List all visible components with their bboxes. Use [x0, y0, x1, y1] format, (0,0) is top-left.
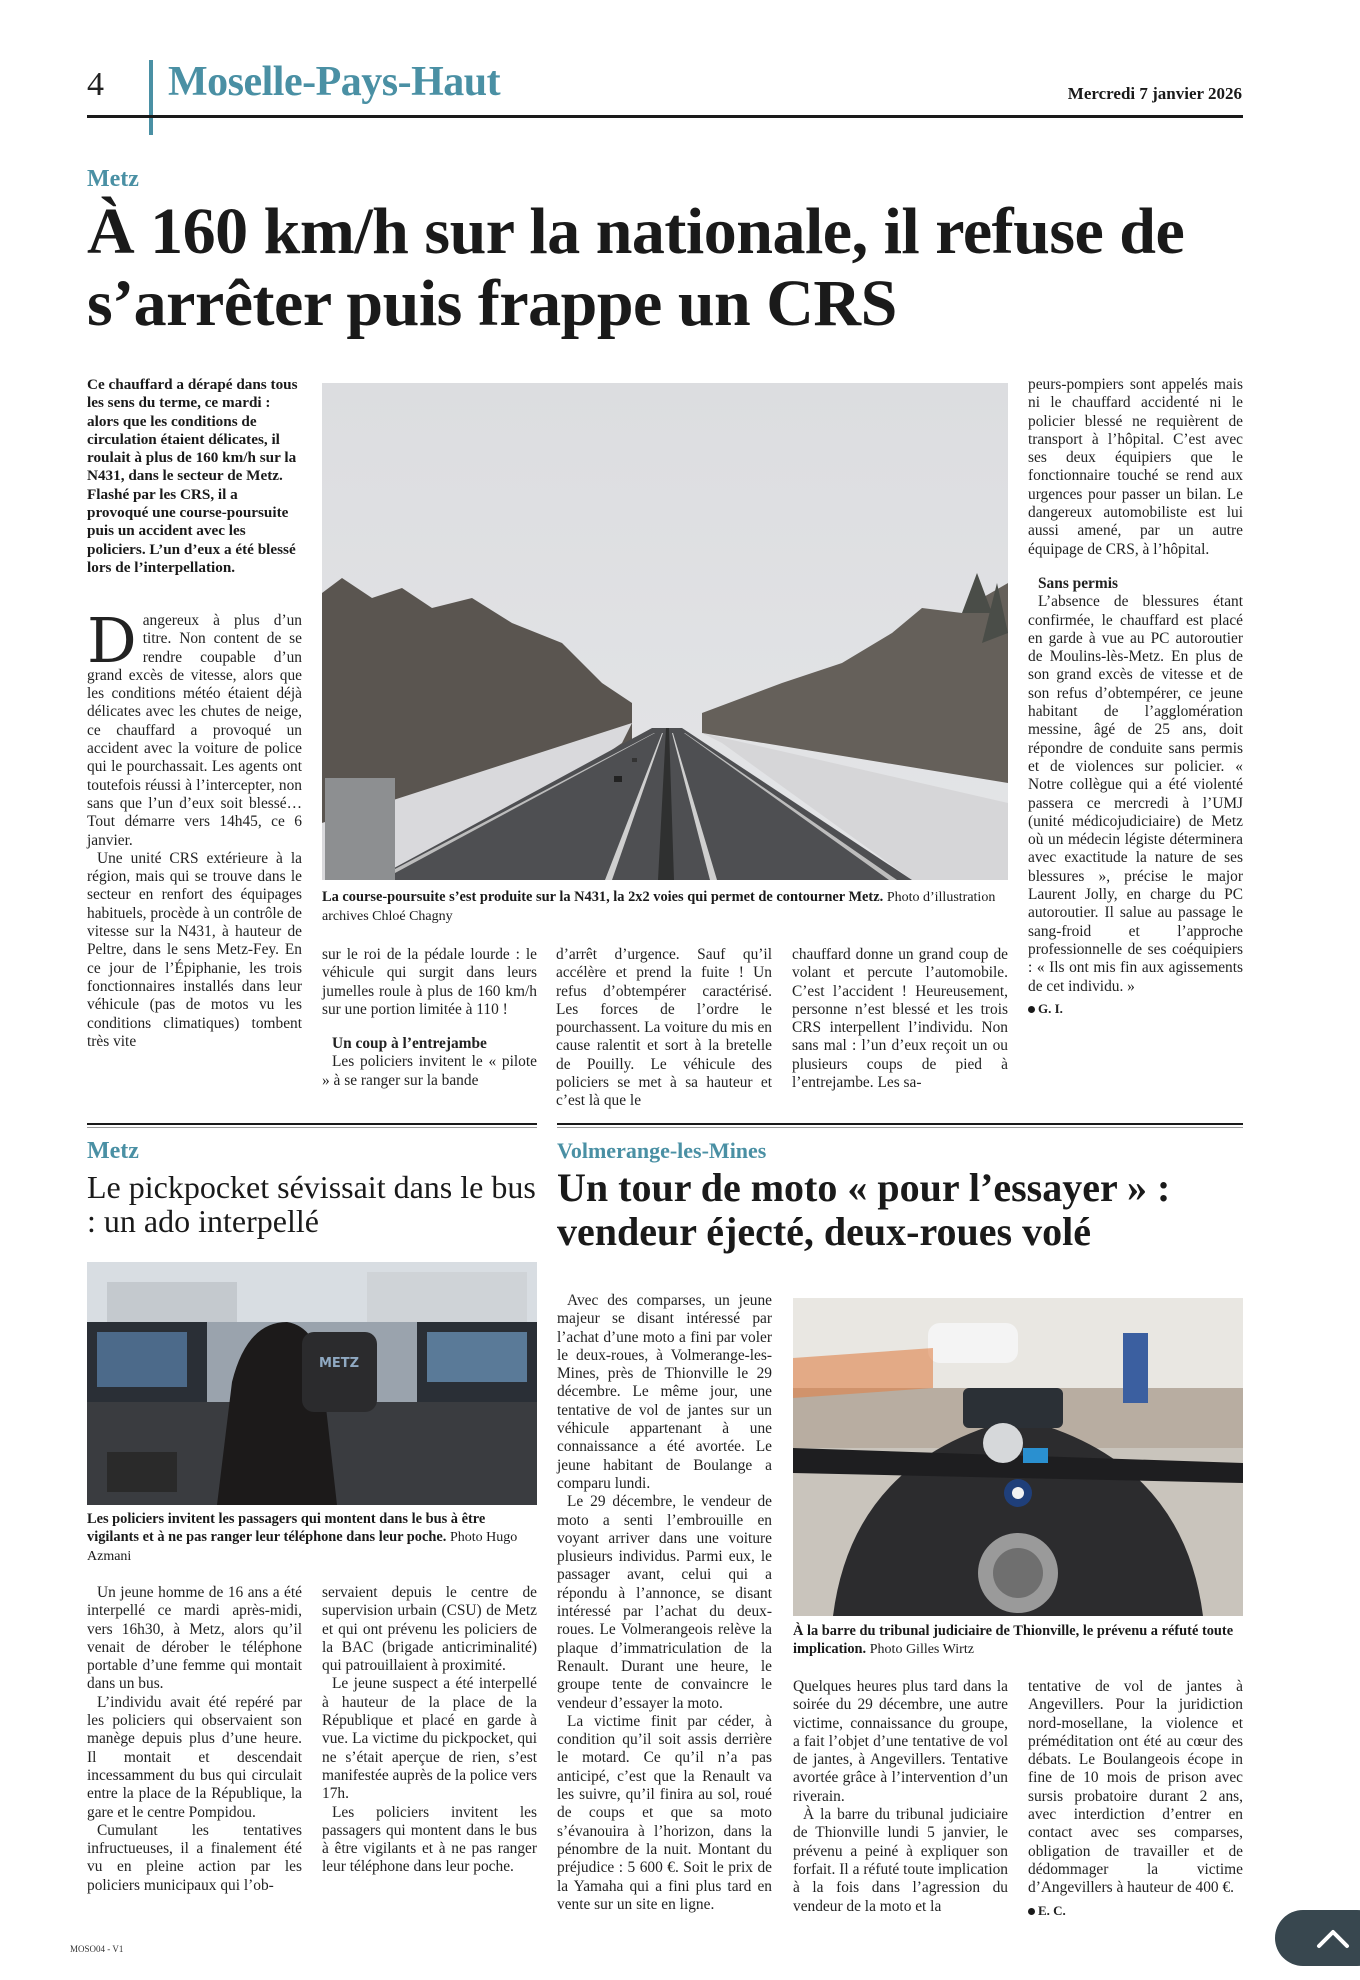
moto-column-2 [793, 1678, 1008, 1916]
bus-supervision-photo [87, 1262, 537, 1505]
main-article-column-3 [556, 946, 772, 1111]
motorcycle-photo-caption [793, 1622, 1243, 1659]
paragraph: Cumulant les tentatives infructueuses, il a finalement été vu en pleine action par les policiers municipaux qui l’ob- [87, 1821, 302, 1894]
photo-credit: Photo Gilles Wirtz [869, 1642, 974, 1657]
moto-headline: Un tour de moto « pour l’essayer » : vendeur éjecté, deux-roues volé [557, 1165, 1171, 1254]
paragraph: Les policiers invitent le « pilote » à se ranger sur la bande [322, 1053, 537, 1089]
signature-text: G. I. [1038, 1000, 1063, 1016]
paragraph: servaient depuis le centre de supervision urbain (CSU) de Metz et qui ont prévenu les policiers de la BAC (brigade anticriminalité) qui patrouillaient à proximité. [322, 1584, 537, 1675]
paragraph: d’arrêt d’urgence. Sauf qu’il accélère et prend la fuite ! Un refus d’obtempérer caractérisé. Les forces de l’ordre le pourchassent. La voiture du mis en cause ralentit et sort à la bretelle de Pouilly. Le véhicule des policiers se met à sa hauteur et c’est là que le [556, 946, 772, 1110]
photo-credit: Photo Hugo Azmani [87, 1530, 518, 1564]
motorcycle-photo [793, 1298, 1243, 1616]
moto-column-1 [557, 1292, 772, 1914]
paragraph: Un jeune homme de 16 ans a été interpellé ce mardi après-midi, vers 16h30, à Metz, alors qu’il venait de dérober le téléphone portable d’une femme qui montait dans un bus. [87, 1584, 302, 1693]
highway-illustration [322, 383, 1008, 880]
signature-text: E. C. [1038, 1902, 1066, 1918]
highway-photo-caption [322, 888, 1008, 926]
chevron-up-icon [1315, 1926, 1351, 1950]
bullet-icon [1028, 1006, 1035, 1013]
paragraph: La victime finit par céder, à condition qu’il soit assis derrière le motard. Ce qu’il n’a pas anticipé, c’est que la Renault va les suivre, qu’il finira au sol, roué de coups et que sa moto s’évanouira à l’horizon, dans la pénombre de la nuit. Montant du préjudice : 5 600 €. Soit le prix de la Yamaha qui a fini plus tard en vente sur un site en ligne. [557, 1712, 772, 1913]
signature [1028, 1000, 1243, 1018]
subheading: Un coup à l’entrejambe [332, 1035, 487, 1053]
divider-line [557, 1127, 1243, 1128]
page-number: 4 [87, 66, 104, 103]
bus-photo-caption [87, 1510, 537, 1566]
section-divider-left [87, 1123, 537, 1125]
paragraph: chauffard donne un grand coup de volant et percute l’automobile. C’est l’accident ! Heureusement, personne n’est blessé et les trois CRS interpellent l’individu. Non sans mal : l’un d’eux reçoit un ou plusieurs coups de pied à l’entrejambe. Les sa- [792, 946, 1008, 1092]
paragraph: Le 29 décembre, le vendeur de moto a senti l’embrouille en voyant arriver dans une voiture plusieurs individus. Parmi eux, le passager avant, celui qui a répondu à l’annonce, se disant intéressé par l’achat du deux-roues. Le Volmerangeois relève la plaque d’immatriculation de la Renault. Durant une heure, le groupe tente de convaincre le vendeur d’essayer la moto. [557, 1493, 772, 1712]
main-article-column-4 [792, 946, 1008, 1092]
main-article-chapo: Ce chauffard a dérapé dans tous les sens du terme, ce mardi : alors que les conditions de circulation étaient délicates, il roulait à plus de 160 km/h sur la N431, dans le secteur de Metz. Flashé par les CRS, il a provoqué une course-poursuite puis un accident avec les policiers. L’un d’eux a été blessé lors de l’interpellation. [87, 376, 298, 576]
paragraph: sur le roi de la pédale lourde : le véhicule qui surgit dans leurs jumelles roule à plus de 160 km/h sur une portion limitée à 110 ! [322, 946, 537, 1018]
scroll-to-top-button[interactable] [1275, 1910, 1360, 1966]
paragraph: Avec des comparses, un jeune majeur se disant intéressé par l’achat d’une moto a fini par voler le deux-roues, à Volmerange-les-Mines, près de Thionville le 29 décembre. Le même jour, une tentative de vol de jantes sur un véhicule appartenant à une connaissance a été avortée. Le jeune habitant de Boulange a comparu lundi. [557, 1292, 772, 1492]
header-rule [87, 115, 1243, 118]
photo-credit: Photo d’illustration archives Chloé Chagny [322, 890, 996, 924]
main-article-headline: À 160 km/h sur la nationale, il refuse de s’arrêter puis frappe un CRS [87, 195, 1185, 340]
paragraph: À la barre du tribunal judiciaire de Thionville lundi 5 janvier, le prévenu a peiné à expliquer son forfait. Il a réfuté toute implication à la fois dans l’agression du vendeur de la moto et la [793, 1806, 1008, 1915]
paragraph: Quelques heures plus tard dans la soirée du 29 décembre, une autre victime, connaissance du groupe, a fait l’objet d’une tentative de vol de jantes, à Angevillers. Tentative avortée grâce à l’intervention d’un riverain. [793, 1678, 1008, 1805]
main-article-column-1 [87, 604, 302, 1051]
main-article-column-2 [322, 946, 537, 1090]
caption-text: À la barre du tribunal judiciaire de Thionville, le prévenu a réfuté toute implication. [793, 1623, 1234, 1657]
paragraph: angereux à plus d’un titre. Non content de se rendre coupable d’un grand excès de vitesse, alors que les conditions météo étaient déjà délicates avec les chutes de neige, ce chauffard a provoqué un accident avec la voiture de police qui le pourchassait. Les agents ont toutefois réussi à l’intercepter, non sans que l’un d’eux soit blessé… Tout démarre vers 14h45, ce 6 janvier. [87, 612, 302, 849]
bullet-icon [1028, 1908, 1035, 1915]
moto-kicker: Volmerange-les-Mines [557, 1138, 767, 1163]
paragraph: tentative de vol de jantes à Angevillers. Pour la juridiction nord-mosellane, la violence et préméditation ont été au cœur des débats. Le Boulangeois écope in fine de 10 mois de prison avec sursis probatoire durant 2 ans, avec interdiction d’entrer en contact avec ses comparses, obligation de travailler et de dédommager la victime d’Angevillers à hauteur de 400 €. [1028, 1678, 1243, 1897]
caption-text: Les policiers invitent les passagers qui montent dans le bus à être vigilants et à ne pas ranger leur téléphone dans leur poche. [87, 1511, 486, 1545]
pickpocket-kicker: Metz [87, 1138, 139, 1164]
paragraph: Une unité CRS extérieure à la région, mais qui se trouve dans le secteur en renfort des équipages habituels, procède à un contrôle de vitesse sur la N431, à hauteur de Peltre, dans le sens Metz-Fey. En ce jour de l’Épiphanie, les trois fonctionnaires installés dans leur véhicule (pas de motos vu les conditions climatiques) tombent très vite [87, 849, 302, 1050]
paragraph: L’individu avait été repéré par les policiers qui observaient son manège depuis plus d’une heure. Il montait et descendait incessamment du bus qui circulait entre la place de la République, la gare et le centre Pompidou. [87, 1693, 302, 1821]
supervision-illustration [87, 1262, 537, 1505]
main-article-column-5 [1028, 376, 1243, 1018]
paragraph: Le jeune suspect a été interpellé à hauteur de la place de la République et placé en garde à vue. La victime du pickpocket, qui ne s’était aperçue de rien, s’est manifestée auprès de la police vers 17h. [322, 1675, 537, 1803]
motorcycle-illustration [793, 1298, 1243, 1616]
metz-chair-logo: METZ [318, 1356, 360, 1371]
header-accent-bar [149, 60, 153, 135]
pickpocket-headline: Le pickpocket sévissait dans le bus : un ado interpellé [87, 1169, 536, 1239]
drop-cap: D [87, 604, 137, 677]
divider-line [87, 1127, 537, 1128]
section-divider-right [557, 1123, 1243, 1125]
section-title: Moselle-Pays-Haut [168, 59, 501, 105]
main-article-kicker: Metz [87, 166, 139, 192]
paragraph: peurs-pompiers sont appelés mais ni le chauffard accidenté ni le policier blessé ne requièrent de transport à l’hôpital. C’est avec ses deux équipiers que le fonctionnaire touché se rend aux urgences pour passer un bilan. Le dangereux automobiliste est lui aussi amené, par un autre équipage de CRS, à l’hôpital. [1028, 376, 1243, 558]
page-code: MOSO04 - V1 [70, 1944, 124, 1954]
caption-text: La course-poursuite s’est produite sur la N431, la 2x2 voies qui permet de contourner Metz. [322, 889, 884, 905]
pickpocket-column-2 [322, 1584, 537, 1877]
signature [1028, 1902, 1243, 1920]
moto-column-3 [1028, 1678, 1243, 1920]
subheading: Sans permis [1038, 574, 1118, 592]
highway-photo [322, 383, 1008, 880]
paragraph: Les policiers invitent les passagers qui montent dans le bus à être vigilants et à ne pas ranger leur téléphone dans leur poche. [322, 1803, 537, 1876]
paragraph: L’absence de blessures étant confirmée, le chauffard est placé en garde à vue au PC autoroutier de Moulins-lès-Metz. En plus de son grand excès de vitesse et de son refus d’obtempérer, ce jeune habitant de l’agglomération messine, âgé de 25 ans, doit répondre de conduite sans permis et de violences sur policier. « Notre collègue qui a été violenté passera ce mercredi à l’UMJ (unité médicojudiciaire) de Metz où un médecin légiste déterminera avec exactitude la nature de ses blessures », précise le major Laurent Jolly, en charge du PC autoroutier. Il salue au passage le sang-froid et l’approche professionnelle de ses coéquipiers : « Ils ont mis fin aux agissements de cet individu. » [1028, 593, 1243, 995]
issue-date: Mercredi 7 janvier 2026 [1067, 84, 1242, 103]
pickpocket-column-1 [87, 1584, 302, 1895]
